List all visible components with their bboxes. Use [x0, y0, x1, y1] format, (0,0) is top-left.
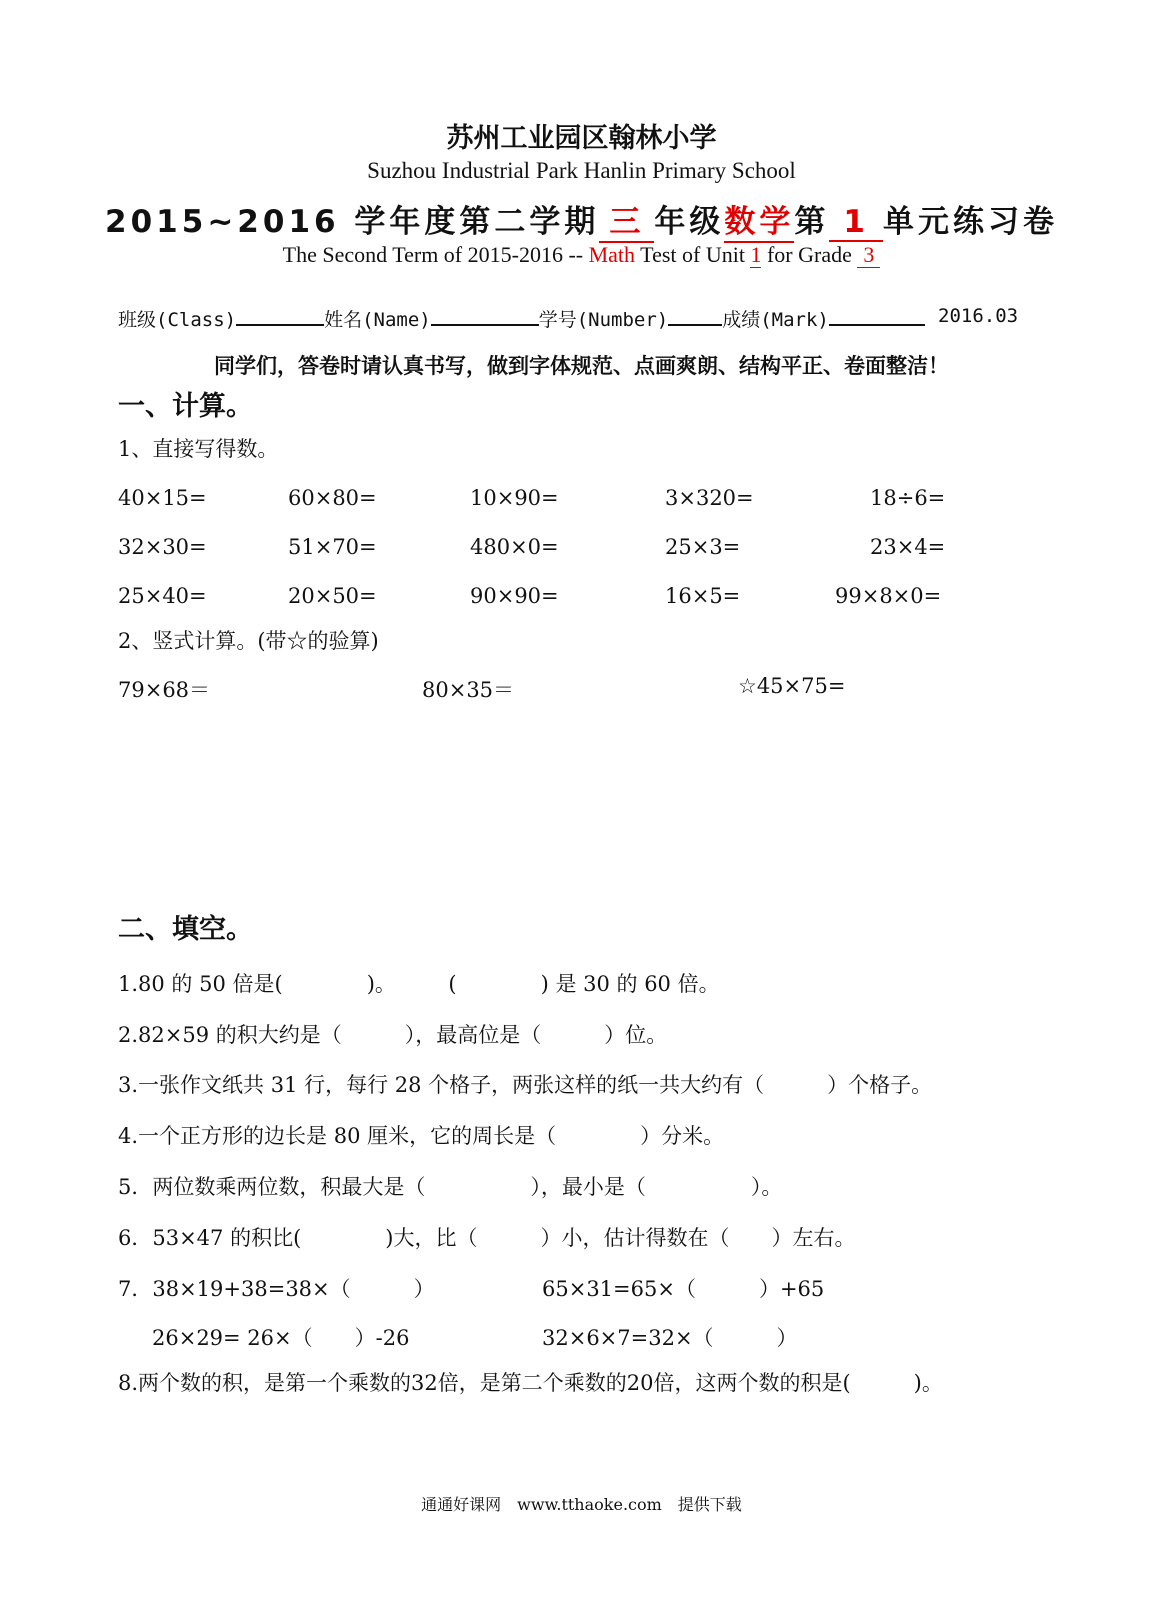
vertical-calc-item: ☆45×75=: [738, 674, 846, 698]
subtitle-unit-label: Test of Unit: [635, 242, 751, 267]
fill-item: 26×29= 26×（ ）-26: [152, 1326, 410, 1350]
subtitle-subject: Math: [588, 242, 636, 267]
class-field[interactable]: [236, 308, 324, 326]
q2-title: 2、竖式计算。(带☆的验算): [118, 629, 379, 653]
exam-subtitle: [0, 242, 1163, 268]
fill-item: 3.一张作文纸共 31 行，每行 28 个格子，两张这样的纸一共大约有（ ）个格子。: [118, 1073, 933, 1097]
fill-item: 32×6×7=32×（ ）: [542, 1326, 798, 1350]
motto: 同学们，答卷时请认真书写，做到字体规范、点画爽朗、结构平正、卷面整洁！: [214, 354, 949, 378]
number-label: 学号(Number): [538, 309, 669, 331]
subtitle-term: The Second Term of 2015-2016 --: [282, 242, 589, 267]
school-name-en: Suzhou Industrial Park Hanlin Primary School: [367, 158, 796, 183]
q1-title: 1、直接写得数。: [118, 437, 279, 461]
fill-item: 5．两位数乘两位数，积最大是（ ），最小是（ ）。: [118, 1175, 783, 1199]
title-term: 2015~2016 学年度第二学期: [105, 204, 600, 240]
subtitle-grade-label: for Grade: [761, 242, 858, 267]
name-field[interactable]: [431, 308, 539, 326]
calc-item: 32×30=: [118, 535, 207, 559]
fill-item: 7．38×19+38=38×（ ）: [118, 1277, 435, 1301]
fill-item: 6．53×47 的积比( )大，比（ ）小，估计得数在（ ）左右。: [118, 1226, 856, 1250]
calc-item: 25×40=: [118, 584, 207, 608]
title-unit-prefix: 第: [794, 204, 830, 240]
fill-item: 4.一个正方形的边长是 80 厘米，它的周长是（ ）分米。: [118, 1124, 725, 1148]
fill-item: 1.80 的 50 倍是( )。 ( ) 是 30 的 60 倍。: [118, 972, 720, 996]
fill-item: 65×31=65×（ ）+65: [542, 1277, 825, 1301]
title-grade: 三: [599, 196, 654, 243]
calc-item: 20×50=: [288, 584, 377, 608]
calc-item: 18÷6=: [870, 486, 946, 510]
calc-item: 99×8×0=: [835, 584, 942, 608]
vertical-calc-item: 80×35＝: [422, 678, 515, 702]
fill-item: 2.82×59 的积大约是（ ），最高位是（ ）位。: [118, 1023, 668, 1047]
calc-item: 480×0=: [470, 535, 559, 559]
title-grade-suffix: 年级: [654, 204, 725, 240]
calc-item: 23×4=: [870, 535, 946, 559]
exam-date: 2016.03: [938, 305, 1019, 327]
calc-item: 25×3=: [665, 535, 741, 559]
mark-label: 成绩(Mark): [722, 309, 829, 331]
school-name-cn: 苏州工业园区翰林小学: [446, 123, 717, 154]
name-label: 姓名(Name): [324, 309, 431, 331]
calc-item: 3×320=: [665, 486, 754, 510]
calc-item: 51×70=: [288, 535, 377, 559]
calc-item: 16×5=: [665, 584, 741, 608]
section-2-title: 二、填空。: [118, 914, 253, 945]
subtitle-grade: 3: [857, 242, 880, 268]
exam-title: [0, 196, 1163, 243]
footer-source: 通通好课网 www.tthaoke.com 提供下载: [421, 1495, 742, 1514]
title-unit: 1: [829, 204, 883, 242]
section-1-title: 一、计算。: [118, 391, 253, 422]
calc-item: 10×90=: [470, 486, 559, 510]
number-field[interactable]: [668, 308, 722, 326]
title-subject: 数学: [724, 196, 794, 243]
calc-item: 90×90=: [470, 584, 559, 608]
calc-item: 40×15=: [118, 486, 207, 510]
subtitle-unit: 1: [750, 242, 762, 267]
class-label: 班级(Class): [118, 309, 237, 331]
vertical-calc-item: 79×68＝: [118, 678, 211, 702]
fill-item: 8.两个数的积，是第一个乘数的32倍，是第二个乘数的20倍，这两个数的积是( )。: [118, 1371, 943, 1395]
student-info-line: [118, 305, 1018, 332]
title-suffix: 单元练习卷: [882, 204, 1058, 240]
mark-field[interactable]: [829, 308, 925, 326]
calc-item: 60×80=: [288, 486, 377, 510]
